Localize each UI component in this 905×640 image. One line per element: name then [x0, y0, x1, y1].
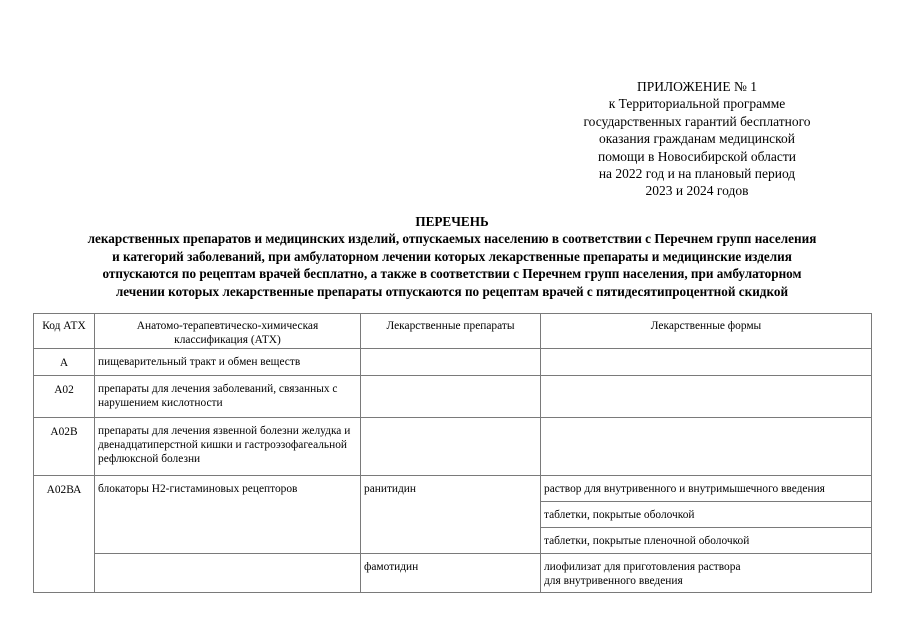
atx-classification: пищеварительный тракт и обмен веществ	[95, 349, 361, 376]
appendix-line: на 2022 год и на плановый период	[598, 166, 796, 182]
appendix-line: оказания гражданам медицинской	[598, 131, 796, 147]
atx-classification	[95, 554, 361, 593]
drug-cell	[361, 376, 541, 418]
atx-code: А02ВА	[34, 476, 95, 593]
drug-name: фамотидин	[361, 554, 541, 593]
dosage-form: таблетки, покрытые оболочкой	[541, 502, 872, 528]
title-line: и категорий заболеваний, при амбулаторном лечении которых лекарственные препараты и медицинские изделия	[112, 248, 792, 264]
atx-classification: блокаторы Н2-гистаминовых рецепторов	[95, 476, 361, 554]
header-forms: Лекарственные формы	[541, 314, 872, 349]
table-header-row	[34, 314, 872, 349]
title-line: отпускаются по рецептам врачей бесплатно, а также в соответствии с Перечнем групп населения, при амбулаторном	[102, 266, 802, 282]
dosage-form: раствор для внутривенного и внутримышечного введения	[541, 476, 872, 502]
title-heading: ПЕРЕЧЕНЬ	[415, 214, 489, 229]
atx-code: А	[34, 349, 95, 376]
form-cell	[541, 376, 872, 418]
appendix-line: ПРИЛОЖЕНИЕ № 1	[636, 79, 758, 94]
title-line: лечении которых лекарственные препараты отпускаются по рецептам врачей с пятидесятипроцентной скидкой	[115, 283, 789, 299]
table-row	[34, 418, 872, 476]
atx-code: А02В	[34, 418, 95, 476]
header-classification	[95, 314, 361, 349]
atx-classification: препараты для лечения язвенной болезни желудка и двенадцатиперстной кишки и гастроэзофагеальной рефлюксной болезни	[95, 418, 361, 476]
form-cell	[541, 418, 872, 476]
atx-classification: препараты для лечения заболеваний, связанных с нарушением кислотности	[95, 376, 361, 418]
appendix-line: 2023 и 2024 годов	[645, 183, 749, 199]
table-row	[34, 349, 872, 376]
atx-code: А02	[34, 376, 95, 418]
title-line: лекарственных препаратов и медицинских изделий, отпускаемых населению в соответствии с Перечнем групп населения	[87, 231, 817, 247]
appendix-line: к Территориальной программе	[608, 96, 786, 112]
header-code: Код АТХ	[34, 314, 95, 349]
dosage-form-line: для внутривенного введения	[544, 575, 683, 587]
dosage-form	[541, 554, 872, 593]
form-cell	[541, 349, 872, 376]
drug-name: ранитидин	[361, 476, 541, 554]
table-row	[34, 376, 872, 418]
drug-cell	[361, 418, 541, 476]
header-classification-text: Анатомо-терапевтическо-химическая классификация (АТХ)	[136, 320, 319, 346]
header-drugs: Лекарственные препараты	[361, 314, 541, 349]
drug-list-table	[33, 313, 872, 593]
table-row	[34, 476, 872, 502]
appendix-header	[547, 78, 847, 200]
appendix-line: помощи в Новосибирской области	[597, 148, 797, 164]
dosage-form: таблетки, покрытые пленочной оболочкой	[541, 528, 872, 554]
document-title	[20, 213, 884, 300]
drug-cell	[361, 349, 541, 376]
appendix-line: государственных гарантий бесплатного	[583, 113, 811, 129]
table-row	[34, 554, 872, 593]
dosage-form-line: лиофилизат для приготовления раствора	[544, 561, 741, 573]
